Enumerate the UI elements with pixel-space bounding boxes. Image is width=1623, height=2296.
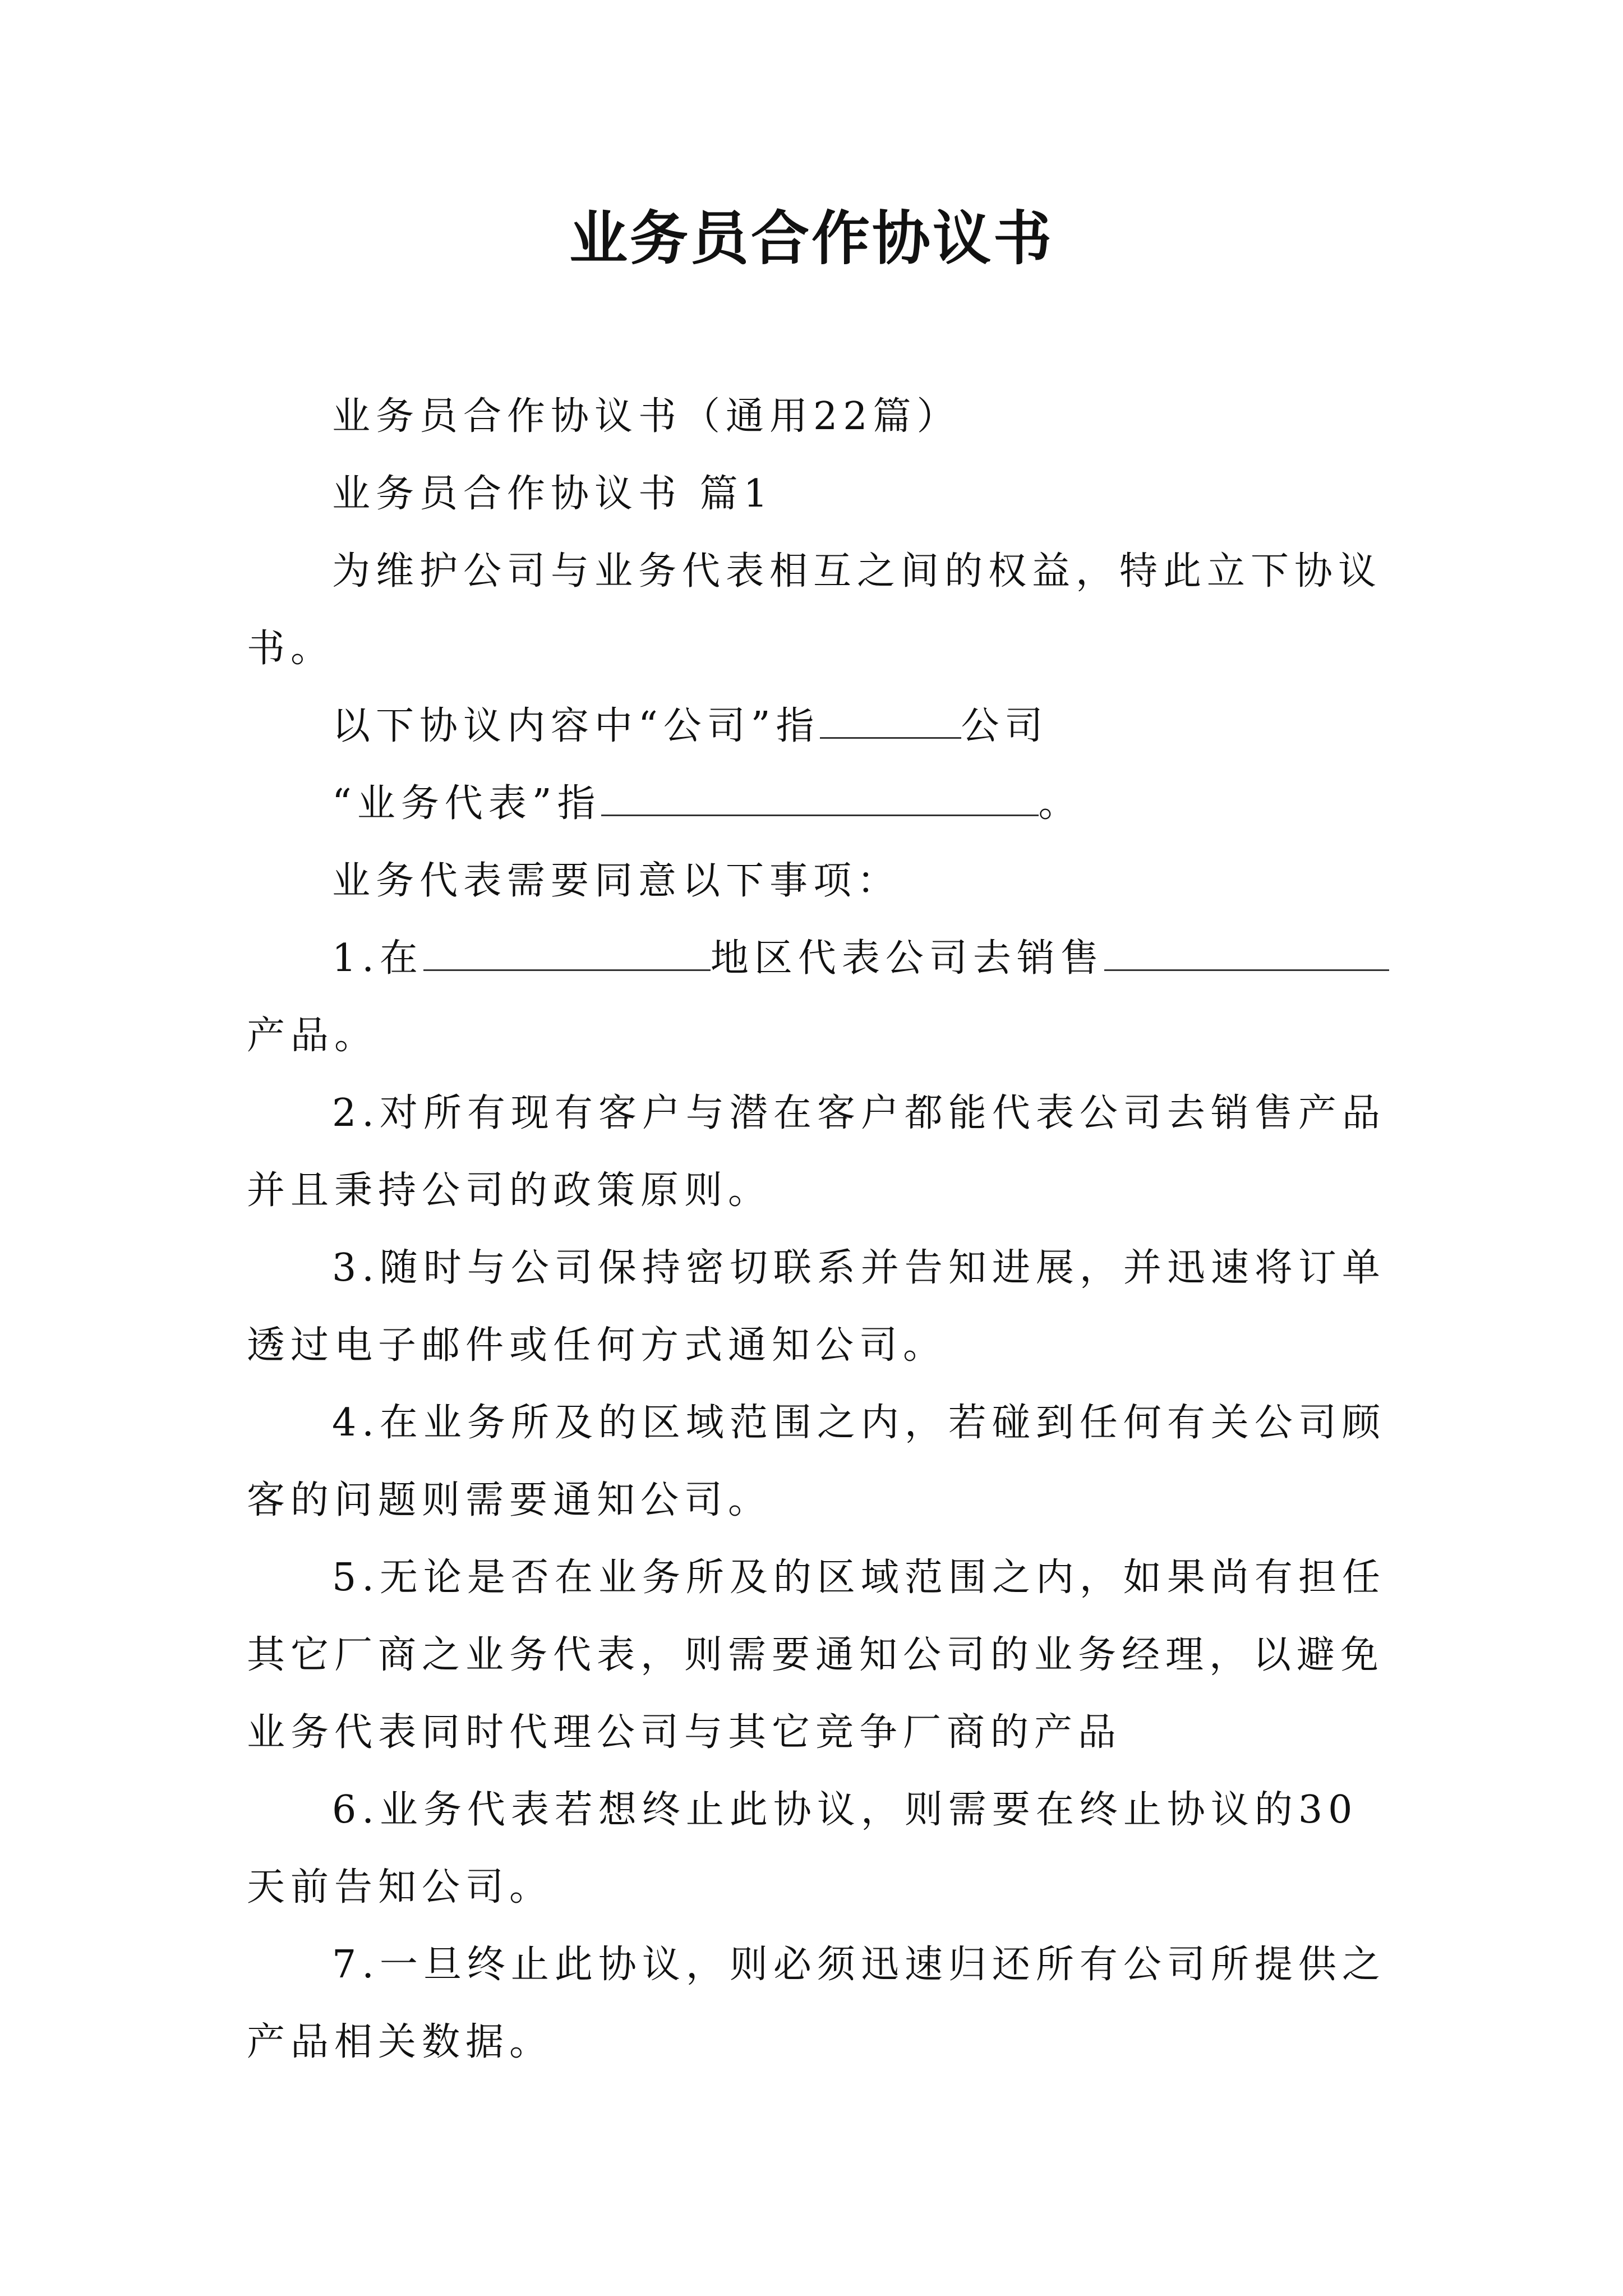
item-7: 7.一旦终止此协议，则必须迅速归还所有公司所提供之产品相关数据。 <box>247 1943 1386 2064</box>
intro-paragraph: 为维护公司与业务代表相互之间的权益，特此立下协议书。 <box>247 549 1382 671</box>
item-3: 3.随时与公司保持密切联系并告知进展，并迅速将订单透过电子邮件或任何方式通知公司。 <box>247 1246 1386 1368</box>
product-blank <box>1104 936 1389 971</box>
item-1 <box>247 920 1391 1075</box>
item-6: 6.业务代表若想终止此协议，则需要在终止协议的30天前告知公司。 <box>247 1788 1358 1910</box>
definition-company-prefix: 以下协议内容中“公司”指 <box>332 704 820 748</box>
representative-name-blank <box>601 781 1039 816</box>
definition-company <box>247 688 1391 765</box>
agree-heading: 业务代表需要同意以下事项： <box>332 859 901 903</box>
subtitle: 业务员合作协议书（通用22篇） <box>332 394 961 439</box>
region-blank <box>423 936 711 971</box>
item-1-suffix: 产品。 <box>247 1014 379 1058</box>
company-name-blank <box>820 703 961 739</box>
definition-rep-suffix: 。 <box>1038 781 1082 826</box>
item-1-middle: 地区代表公司去销售 <box>710 936 1104 981</box>
item-5: 5.无论是否在业务所及的区域范围之内，如果尚有担任其它厂商之业务代表，则需要通知公司的业务经理，以避免业务代表同时代理公司与其它竞争厂商的产品 <box>247 1556 1386 1755</box>
definition-rep-prefix: “业务代表”指 <box>332 781 601 826</box>
definition-representative <box>247 765 1391 843</box>
item-4: 4.在业务所及的区域范围之内，若碰到任何有关公司顾客的问题则需要通知公司。 <box>247 1401 1386 1522</box>
definition-company-suffix: 公司 <box>961 704 1049 748</box>
document-body <box>247 378 1391 2081</box>
item-2: 2.对所有现有客户与潜在客户都能代表公司去销售产品并且秉持公司的政策原则。 <box>247 1091 1386 1213</box>
section-heading: 业务员合作协议书 篇1 <box>332 472 773 516</box>
document-title: 业务员合作协议书 <box>569 204 1054 273</box>
item-1-prefix: 1.在 <box>332 936 423 981</box>
